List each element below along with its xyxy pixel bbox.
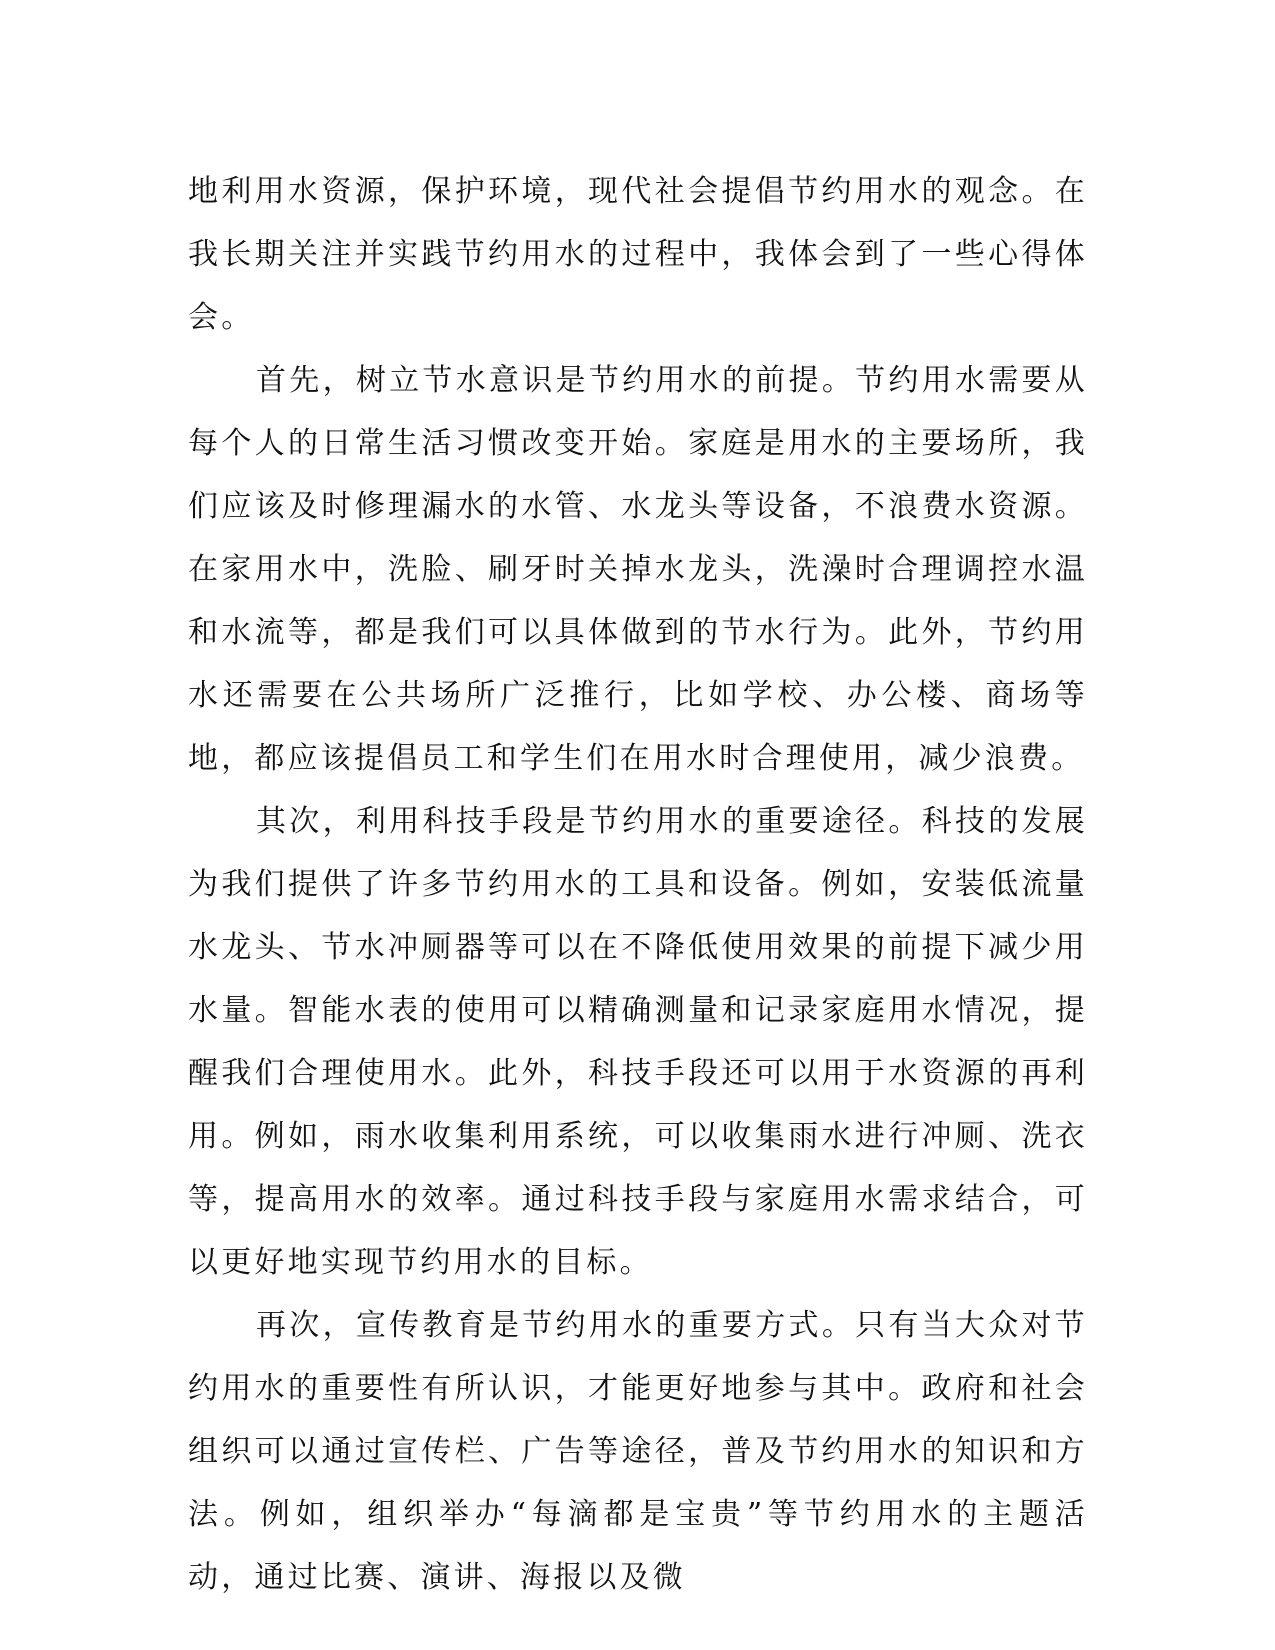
paragraph-technology: 其次，利用科技手段是节约用水的重要途径。科技的发展为我们提供了许多节约用水的工具和设备。例如，安装低流量水龙头、节水冲厕器等可以在不降低使用效果的前提下减少用水量。智能水表的使用可以精确测量和记录家庭用水情况，提醒我们合理使用水。此外，科技手段还可以用于水资源的再利用。例如，雨水收集利用系统，可以收集雨水进行冲厕、洗衣等，提高用水的效率。通过科技手段与家庭用水需求结合，可以更好地实现节约用水的目标。: [188, 804, 1088, 1280]
paragraph-water-awareness: 首先，树立节水意识是节约用水的前提。节约用水需要从每个人的日常生活习惯改变开始。家庭是用水的主要场所，我们应该及时修理漏水的水管、水龙头等设备，不浪费水资源。在家用水中，洗脸、刷牙时关掉水龙头，洗澡时合理调控水温和水流等，都是我们可以具体做到的节水行为。此外，节约用水还需要在公共场所广泛推行，比如学校、办公楼、商场等地，都应该提倡员工和学生们在用水时合理使用，减少浪费。: [188, 363, 1088, 776]
document-body: [188, 160, 1088, 1609]
paragraph-continuation: 地利用水资源，保护环境，现代社会提倡节约用水的观念。在我长期关注并实践节约用水的过程中，我体会到了一些心得体会。: [188, 174, 1088, 335]
paragraph-education: 再次，宣传教育是节约用水的重要方式。只有当大众对节约用水的重要性有所认识，才能更好地参与其中。政府和社会组织可以通过宣传栏、广告等途径，普及节约用水的知识和方法。例如，组织举办“每滴都是宝贵”等节约用水的主题活动，通过比赛、演讲、海报以及微: [188, 1308, 1088, 1595]
